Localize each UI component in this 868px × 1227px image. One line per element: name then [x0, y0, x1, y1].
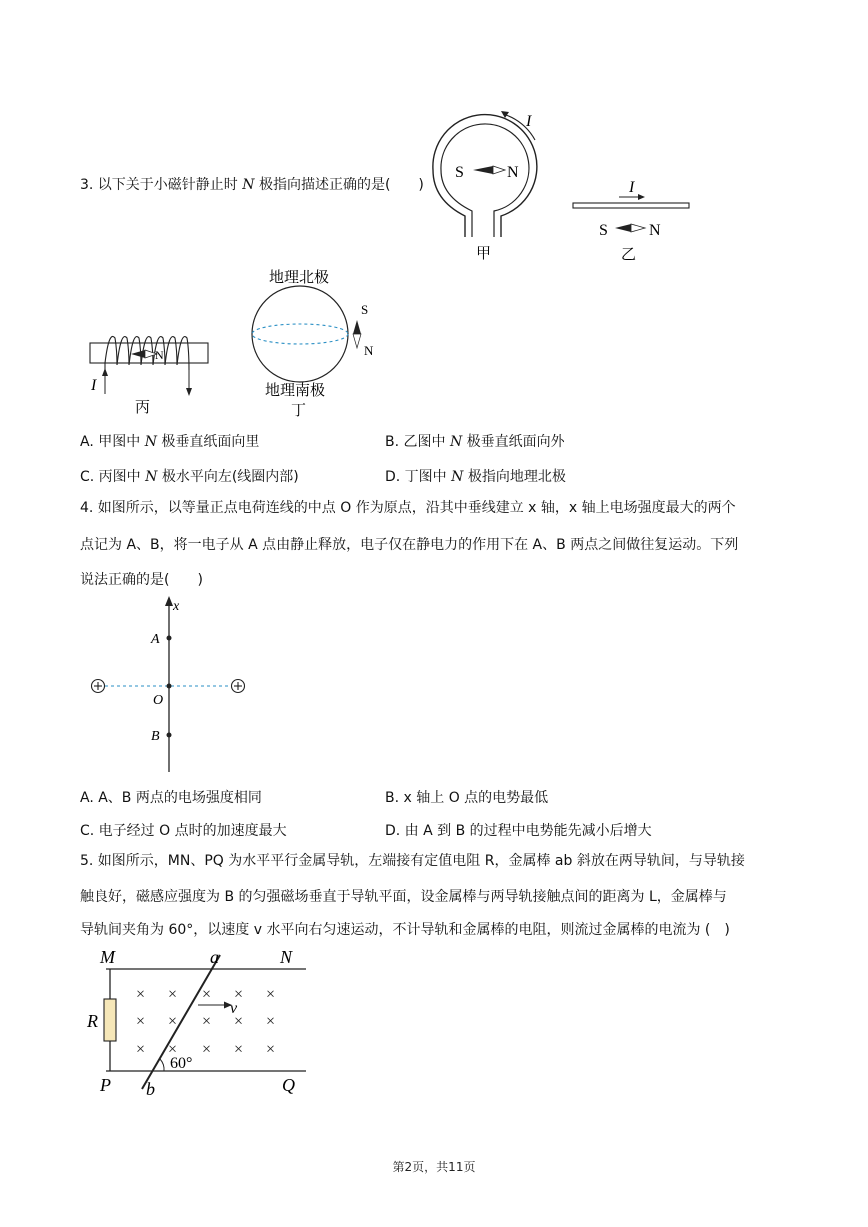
ding-n-label: N [364, 343, 374, 358]
jia-current-label: I [526, 113, 532, 130]
figure-q4-charges [85, 592, 255, 777]
q3-option-b-n: N [449, 434, 463, 450]
jia-needle-light [493, 166, 505, 174]
q4-stem-line2: 点记为 A、B，将一电子从 A 点由静止释放，电子仅在静电力的作用下在 A、B 两点之间做往复运动。下列 [80, 537, 739, 553]
figure-ding [245, 262, 385, 422]
q4-option-b[interactable]: B. x 轴上 O 点的电势最低 [385, 790, 549, 806]
q3-stem-n: N [242, 177, 255, 193]
q5-cross: × [168, 1041, 178, 1058]
q5-field-crosses [136, 986, 275, 1058]
q4-b-label: B [151, 729, 160, 744]
yi-current-arrowhead [638, 194, 645, 200]
jia-needle-dark [473, 166, 493, 174]
bing-caption: 丙 [135, 400, 151, 416]
q5-stem-line3: 导轨间夹角为 60°，以速度 v 水平向右匀速运动，不计导轨和金属棒的电阻，则流过金属棒的电流为 ( ) [80, 922, 730, 938]
q4-o-label: O [153, 693, 164, 708]
figure-jia [425, 100, 565, 265]
ding-north-label: 地理北极 [269, 270, 330, 286]
q5-p-label: P [100, 1075, 111, 1095]
q4-option-a[interactable]: A. A、B 两点的电场强度相同 [80, 790, 262, 806]
ding-south-label: 地理南极 [265, 383, 326, 399]
q4-point-b [167, 733, 172, 738]
jia-caption: 甲 [476, 246, 492, 262]
q5-v-label: v [230, 1000, 238, 1017]
bing-current-label: I [91, 377, 97, 394]
q3-stem [80, 171, 424, 199]
q3-option-c-n: N [145, 469, 158, 485]
q3-option-b[interactable] [385, 431, 565, 451]
q3-option-d[interactable] [385, 466, 566, 486]
yi-s-label: S [599, 222, 608, 239]
q4-stem-line1: 4. 如图所示，以等量正点电荷连线的中点 O 作为原点，沿其中垂线建立 x 轴，x 轴上电场强度最大的两个 [80, 500, 736, 516]
jia-loop-outer [433, 115, 537, 237]
figure-bing [85, 330, 215, 420]
q3-option-c-post: 极水平向左(线圈内部) [157, 469, 299, 485]
q3-stem-post: 极指向描述正确的是( ) [254, 177, 424, 193]
q3-option-a-post: 极垂直纸面向里 [156, 434, 260, 450]
q5-cross: × [136, 1013, 146, 1030]
q5-cross: × [136, 986, 146, 1003]
q4-option-d[interactable]: D. 由 A 到 B 的过程中电势能先减小后增大 [385, 823, 652, 839]
jia-n-label: N [507, 164, 519, 181]
figure-yi [565, 175, 700, 265]
q3-option-d-n: N [451, 469, 464, 485]
q3-option-a-pre: A. 甲图中 [80, 434, 145, 450]
ding-needle-dark [353, 320, 361, 334]
q5-cross: × [234, 986, 244, 1003]
q5-m-label: M [100, 947, 115, 967]
bing-arrow-down [186, 388, 192, 396]
q5-cross: × [168, 986, 178, 1003]
q5-cross: × [168, 1013, 178, 1030]
q5-cross: × [266, 1013, 276, 1030]
q3-option-d-post: 极指向地理北极 [463, 469, 566, 485]
q4-point-a [167, 636, 172, 641]
jia-s-label: S [455, 164, 464, 181]
yi-wire [573, 203, 689, 208]
ding-caption: 丁 [291, 403, 307, 419]
yi-current-label: I [629, 179, 635, 196]
q5-cross: × [202, 1041, 212, 1058]
bing-n-label: N [155, 348, 164, 362]
q3-option-a[interactable] [80, 431, 259, 451]
q5-cross: × [136, 1041, 146, 1058]
yi-needle-light [631, 224, 645, 232]
q3-option-b-post: 极垂直纸面向外 [462, 434, 565, 450]
q5-stem-line2: 触良好，磁感应强度为 B 的匀强磁场垂直于导轨平面，设金属棒与两导轨接触点间的距离为 L，金属棒与 [80, 889, 727, 905]
q5-q-label: Q [282, 1075, 295, 1095]
q5-stem-line1: 5. 如图所示，MN、PQ 为水平平行金属导轨，左端接有定值电阻 R，金属棒 ab 斜放在两导轨间，与导轨接 [80, 853, 745, 869]
q3-option-b-pre: B. 乙图中 [385, 434, 450, 450]
q5-cross: × [202, 1013, 212, 1030]
q4-x-axis-arrowhead [165, 596, 173, 606]
q3-option-c-pre: C. 丙图中 [80, 469, 146, 485]
q4-charge-right [232, 680, 245, 693]
bing-arrow-up [102, 368, 108, 376]
yi-caption: 乙 [621, 247, 637, 263]
q3-option-a-n: N [144, 434, 157, 450]
q4-charge-left [92, 680, 105, 693]
q4-stem-line3: 说法正确的是( ) [80, 572, 203, 588]
q5-resistor [104, 999, 116, 1041]
q5-cross: × [234, 1013, 244, 1030]
ding-s-label: S [361, 302, 369, 317]
q5-a-label: a [210, 947, 219, 967]
q5-cross: × [202, 986, 212, 1003]
q3-stem-pre: 3. 以下关于小磁针静止时 [80, 177, 243, 193]
ding-equator [252, 324, 348, 344]
q4-option-c[interactable]: C. 电子经过 O 点时的加速度最大 [80, 823, 287, 839]
q5-cross: × [266, 1041, 276, 1058]
q4-point-o [167, 684, 172, 689]
q5-r-label: R [87, 1011, 98, 1031]
q3-option-d-pre: D. 丁图中 [385, 469, 452, 485]
q5-angle-arc [160, 1059, 164, 1071]
page-footer: 第2页，共11页 [392, 1160, 476, 1174]
q4-a-label: A [151, 632, 160, 647]
yi-needle-dark [615, 224, 631, 232]
q3-option-c[interactable] [80, 466, 299, 486]
yi-n-label: N [649, 222, 661, 239]
figure-q5-rails [80, 945, 310, 1105]
q4-x-label: x [173, 599, 180, 614]
ding-earth [252, 286, 348, 382]
q5-cross: × [234, 1041, 244, 1058]
q5-b-label: b [146, 1079, 155, 1099]
ding-needle-light [353, 334, 361, 348]
q5-n-label: N [280, 947, 293, 967]
q5-cross: × [266, 986, 276, 1003]
q5-angle-label: 60° [170, 1055, 193, 1072]
